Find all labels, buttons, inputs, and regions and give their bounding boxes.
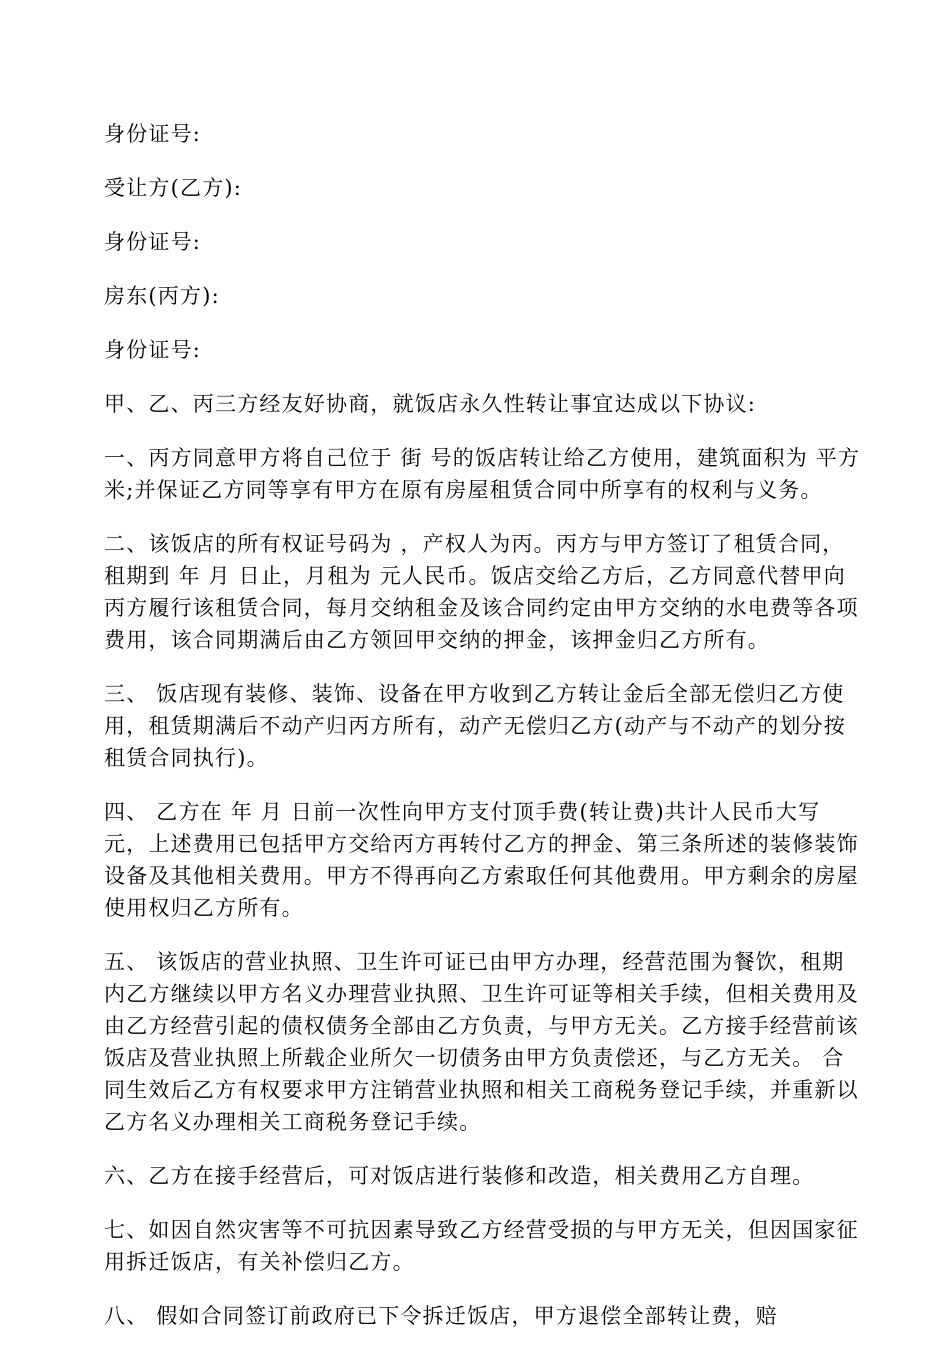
transferee-field (104, 172, 864, 204)
clause-3: 三、 饭店现有装修、装饰、设备在甲方收到乙方转让金后全部无偿归乙方使用，租赁期满后不动产归丙方所有，动产无偿归乙方(动产与不动产的划分按租赁合同执行)。 (104, 682, 846, 770)
clause-6: 六、乙方在接手经营后，可对饭店进行装修和改造，相关费用乙方自理。 (104, 1164, 815, 1188)
clause-5: 五、 该饭店的营业执照、卫生许可证已由甲方办理，经营范围为餐饮，租期内乙方继续以甲方名义办理营业执照、卫生许可证等相关手续，但相关费用及由乙方经营引起的债权债务全部由乙方负责，与甲方无关。乙方接手经营前该饭店及营业执照上所载企业所欠一切债务由甲方负责偿还，与乙方无关。 合同生效后乙方有权要求甲方注销营业执照和相关工商税务登记手续，并重新以乙方名义办理相关工商税务登记手续。 (104, 950, 859, 1134)
agreement-intro: 甲、乙、丙三方经友好协商，就饭店永久性转让事宜达成以下协议: (104, 392, 757, 416)
field-label: 房东(丙方): (104, 284, 220, 308)
landlord-field (104, 280, 864, 312)
clause-2: 二、该饭店的所有权证号码为 ，产权人为丙。丙方与甲方签订了租赁合同，租期到 年 月 日止，月租为 元人民币。饭店交给乙方后，乙方同意代替甲向丙方履行该租赁合同，每月交纳租金及该合同约定由甲方交纳的水电费等各项费用，该合同期满后由乙方领回甲交纳的押金，该押金归乙方所有。 (104, 532, 859, 652)
field-label: 受让方(乙方): (104, 176, 243, 200)
clause-4: 四、 乙方在 年 月 日前一次性向甲方支付顶手费(转让费)共计人民币大写 元，上述费用已包括甲方交给丙方再转付乙方的押金、第三条所述的装修装饰设备及其他相关费用。甲方不得再向乙方索取任何其他费用。甲方剩余的房屋使用权归乙方所有。 (104, 800, 859, 920)
clause-7: 七、如因自然灾害等不可抗因素导致乙方经营受损的与甲方无关，但因国家征用拆迁饭店，有关补偿归乙方。 (104, 1218, 859, 1274)
transferor-id-field (104, 118, 864, 150)
landlord-id-field (104, 334, 864, 366)
document-body (104, 118, 864, 1354)
clause-8: 八、 假如合同签订前政府已下令拆迁饭店，甲方退偿全部转让费，赔 (104, 1304, 778, 1328)
transferee-id-field (104, 226, 864, 258)
field-label: 身份证号: (104, 338, 202, 362)
clause-1: 一、丙方同意甲方将自己位于 街 号的饭店转让给乙方使用，建筑面积为 平方米;并保证乙方同等享有甲方在原有房屋租赁合同中所享有的权利与义务。 (104, 446, 861, 502)
field-label: 身份证号: (104, 122, 202, 146)
field-label: 身份证号: (104, 230, 202, 254)
